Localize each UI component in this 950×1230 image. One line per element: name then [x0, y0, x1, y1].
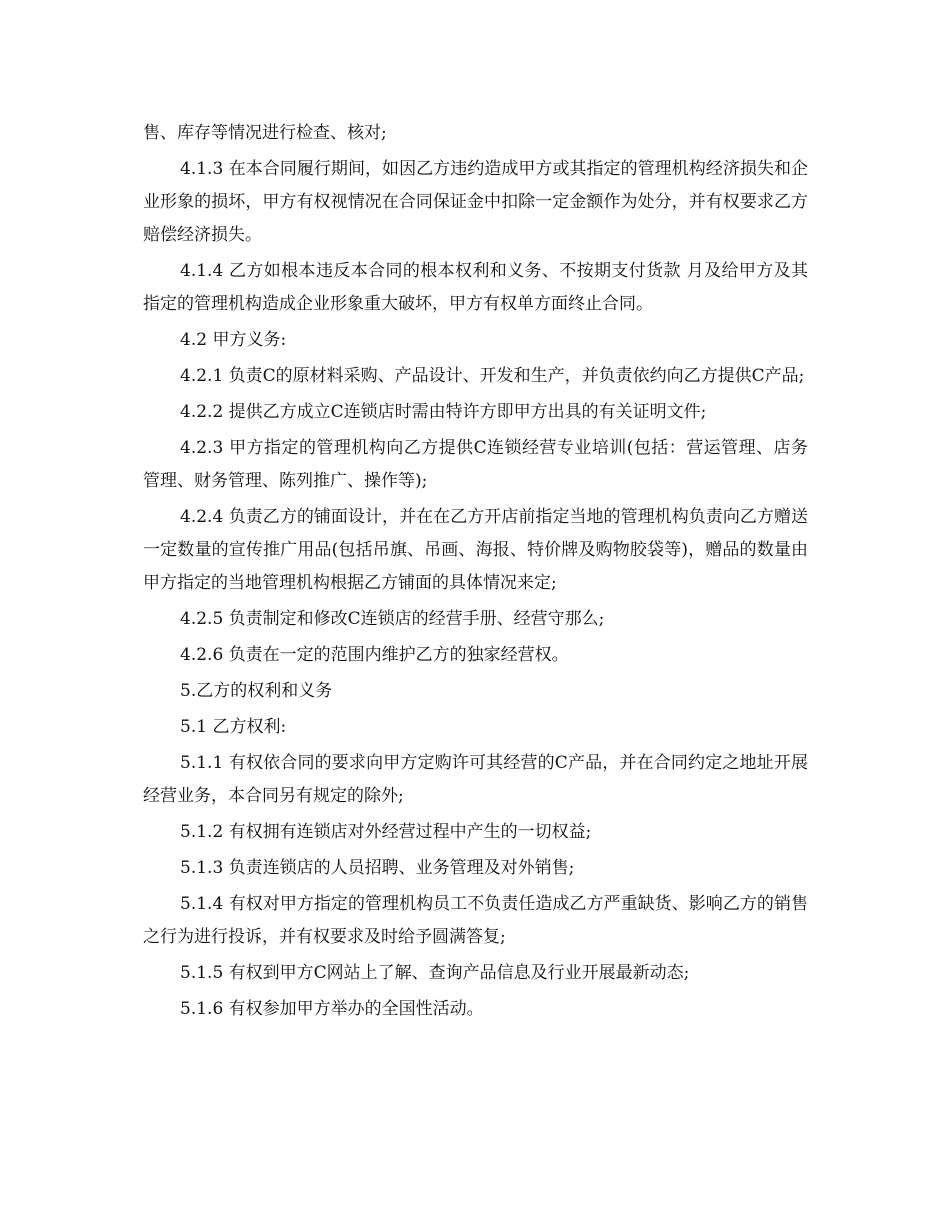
paragraph-4-1-4: 4.1.4 乙方如根本违反本合同的根本权利和义务、不按期支付货款 月及给甲方及其指定的管理机构造成企业形象重大破坏，甲方有权单方面终止合同。 — [143, 261, 808, 314]
paragraph-4-2-6: 4.2.6 负责在一定的范围内维护乙方的独家经营权。 — [180, 645, 569, 665]
paragraph-5-1-2: 5.1.2 有权拥有连锁店对外经营过程中产生的一切权益; — [180, 822, 592, 842]
paragraph-4-2-1: 4.2.1 负责C的原材料采购、产品设计、开发和生产，并负责依约向乙方提供C产品; — [180, 366, 805, 386]
paragraph-5-1-3: 5.1.3 负责连锁店的人员招聘、业务管理及对外销售; — [180, 858, 575, 878]
paragraph-4-2-4: 4.2.4 负责乙方的铺面设计，并在在乙方开店前指定当地的管理机构负责向乙方赠送一定数量的宣传推广用品(包括吊旗、吊画、海报、特价牌及购物胶袋等)，赠品的数量由甲方指定的当地管理机构根据乙方铺面的具体情况来定; — [143, 507, 808, 593]
document-body — [143, 117, 808, 1029]
paragraph-4-2-5: 4.2.5 负责制定和修改C连锁店的经营手册、经营守那么; — [180, 609, 605, 629]
heading-5: 5.乙方的权利和义务 — [180, 681, 333, 701]
paragraph-5-1-1: 5.1.1 有权依合同的要求向甲方定购许可其经营的C产品，并在合同约定之地址开展经营业务，本合同另有规定的除外; — [143, 753, 808, 806]
paragraph-5-1-5: 5.1.5 有权到甲方C网站上了解、查询产品信息及行业开展最新动态; — [180, 963, 690, 983]
paragraph-4-2-3: 4.2.3 甲方指定的管理机构向乙方提供C连锁经营专业培训(包括：营运管理、店务管理、财务管理、陈列推广、操作等); — [143, 438, 808, 491]
paragraph-5-1-6: 5.1.6 有权参加甲方举办的全国性活动。 — [180, 999, 484, 1019]
paragraph-5-1-4: 5.1.4 有权对甲方指定的管理机构员工不负责任造成乙方严重缺货、影响乙方的销售之行为进行投诉，并有权要求及时给予圆满答复; — [143, 894, 808, 947]
heading-4-2: 4.2 甲方义务: — [180, 330, 287, 350]
paragraph-sales-inventory-check: 售、库存等情况进行检查、核对; — [143, 123, 387, 143]
heading-5-1: 5.1 乙方权利: — [180, 717, 287, 737]
paragraph-4-2-2: 4.2.2 提供乙方成立C连锁店时需由特许方即甲方出具的有关证明文件; — [180, 402, 707, 422]
paragraph-4-1-3: 4.1.3 在本合同履行期间，如因乙方违约造成甲方或其指定的管理机构经济损失和企业形象的损坏，甲方有权视情况在合同保证金中扣除一定金额作为处分，并有权要求乙方赔偿经济损失。 — [143, 159, 808, 245]
